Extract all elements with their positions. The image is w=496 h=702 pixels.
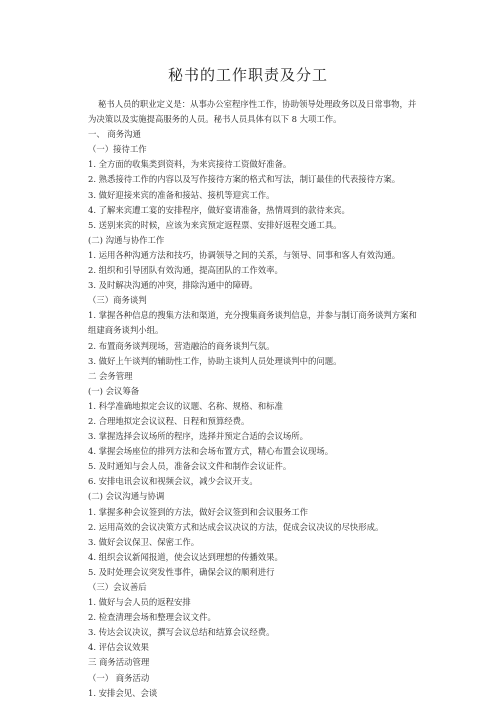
list-item: 3. 做好会议保卫、保密工作。 [88,536,200,547]
list-item: 5. 及时处理会议突发性事件，确保会议的顺利进行 [88,566,275,577]
document-body [88,97,418,701]
list-item: 1. 安排会见、会谈 [88,687,158,698]
list-item: 2. 合理地拟定会议议程、日程和预算经费。 [88,415,250,426]
list-item: 3. 做好上午谈判的辅助性工作，协助主谈判人员处理谈判中的问题。 [88,355,342,366]
subsection-heading: （三）会议善后 [88,582,147,592]
list-item: 1. 全方面的收集类到资料，为来宾接待工资做好准备。 [88,159,292,170]
list-item: 1. 掌握各种信息的搜集方法和渠道，充分搜集商务谈判信息，并参与制订商务谈判方案和组建商务谈判小组。 [88,310,417,336]
section-heading: 一、 商务沟通 [88,129,141,140]
list-item: 3. 做好迎接来宾的准备和接站、接机等迎宾工作。 [88,189,275,200]
list-item: 2. 检查清理会场和整理会议文件。 [88,612,216,623]
paragraph-intro: 秘书人员的职业定义是：从事办公室程序性工作，协助领导处理政务以及日常事物，并为决策以及实施提高服务的人员。秘书人员具体有以下 8 大项工作。 [88,99,417,125]
list-item: 2. 布置商务谈判现场，营造融洽的商务谈判气氛。 [88,340,275,351]
list-item: 2. 熟悉接待工作的内容以及写作接待方案的格式和写法，制订最佳的代表接待方案。 [88,174,401,185]
list-item: 5. 及时通知与会人员，准备会议文件和制作会议证件。 [88,461,292,472]
list-item: 3. 传达会议决议，撰写会议总结和结算会议经费。 [88,627,275,638]
subsection-heading: （一） 商务活动 [88,672,150,683]
list-item: 4. 组织会议新闻报道，使会议达到理想的传播效果。 [88,551,283,562]
list-item: 2. 运用高效的会议决策方式和达成会议决议的方法，促成会议决议的尽快形成。 [88,521,384,532]
list-item: 4. 掌握会场座位的排列方法和会场布置方式，精心布置会议现场。 [88,446,334,457]
list-item: 4. 了解来宾遭工宴的安排程序，做好宴请准备，热情周到的款待来宾。 [88,204,350,215]
list-item: 2. 组织和引导团队有效沟通，提高团队的工作效率。 [88,265,283,276]
list-item: 4. 评估会议效果 [88,642,149,653]
subsection-heading: （一）接待工作 [88,144,147,155]
subsection-heading: (二) 沟通与协作工作 [88,234,165,245]
section-heading: 二 会务管理 [88,370,133,381]
list-item: 1. 运用各种沟通方法和技巧，协调领导之间的关系，与领导、同事和客人有效沟通。 [88,249,401,260]
list-item: 1. 做好与会人员的返程安排 [88,597,191,608]
document-title: 秘书的工作职责及分工 [167,66,328,84]
list-item: 1. 掌握多种会议签到的方法，做好会议签到和会议服务工作 [88,506,309,517]
section-heading: 三 商务活动管理 [88,657,150,668]
subsection-heading: (二) 会议沟通与协调 [88,491,165,502]
list-item: 3. 掌握选择会议场所的程序，选择并预定合适的会议场所。 [88,431,309,442]
subsection-heading: （三）商务谈判 [88,295,147,306]
subsection-heading: (一) 会议筹备 [88,385,140,396]
list-item: 6. 安排电讯会议和视频会议，减少会议开支。 [88,476,258,487]
list-item: 1. 科学准确地拟定会议的议题、名称、规格、和标准 [88,400,283,411]
list-item: 3. 及时解决沟通的冲突，排除沟通中的障碍。 [88,280,258,291]
list-item: 5. 送别来宾的时候，应该为来宾预定返程票、安排好返程交通工具。 [88,219,342,230]
